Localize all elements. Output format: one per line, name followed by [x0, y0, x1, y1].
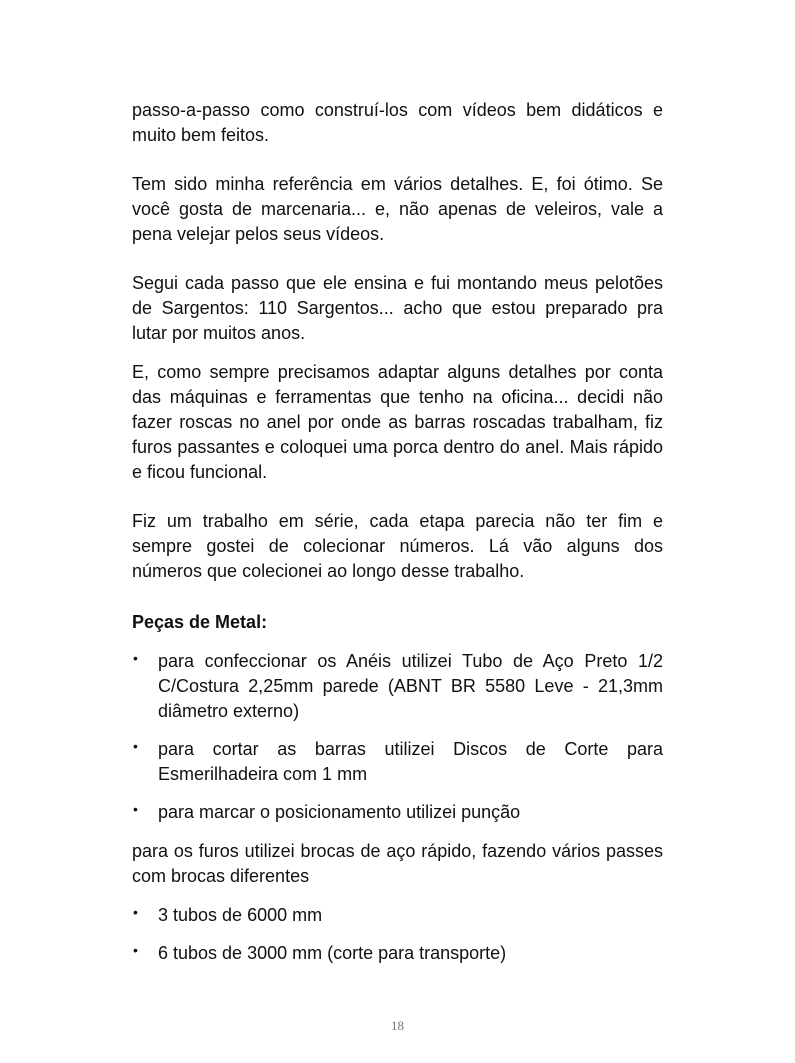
- paragraph-adaptations: E, como sempre precisamos adaptar alguns detalhes por conta das máquinas e ferramentas que tenho na oficina... decidi não fazer roscas no anel por onde as barras roscadas trabalham, fiz furos passantes e coloquei uma porca dentro do anel. Mais rápido e ficou funcional.: [132, 362, 663, 482]
- tubes-list: [132, 903, 663, 966]
- list-item-text: para cortar as barras utilizei Discos de Corte para Esmerilhadeira com 1 mm: [158, 739, 663, 784]
- list-item: [132, 737, 663, 787]
- list-item-text: 3 tubos de 6000 mm: [158, 905, 323, 925]
- paragraph-drill-bits: para os furos utilizei brocas de aço rápido, fazendo vários passes com brocas diferentes: [132, 841, 663, 886]
- bullet-icon: •: [133, 801, 138, 817]
- paragraph-sargentos: Segui cada passo que ele ensina e fui montando meus pelotões de Sargentos: 110 Sargentos... acho que estou preparado pra lutar por muitos anos.: [132, 273, 663, 343]
- section-heading-metal-parts: Peças de Metal:: [132, 612, 268, 632]
- list-item: [132, 800, 663, 825]
- paragraph-video-tutorials: passo-a-passo como construí-los com vídeos bem didáticos e muito bem feitos.: [132, 100, 663, 145]
- list-item-text: 6 tubos de 3000 mm (corte para transporte): [158, 943, 507, 963]
- bullet-icon: •: [133, 904, 138, 920]
- paragraph-series-work: Fiz um trabalho em série, cada etapa parecia não ter fim e sempre gostei de colecionar números. Lá vão alguns dos números que colecionei ao longo desse trabalho.: [132, 511, 663, 581]
- list-item: [132, 649, 663, 724]
- page-number: 18: [391, 1018, 404, 1033]
- bullet-icon: •: [133, 738, 138, 754]
- bullet-icon: •: [133, 650, 138, 666]
- list-item-text: para confeccionar os Anéis utilizei Tubo de Aço Preto 1/2 C/Costura 2,25mm parede (ABNT BR 5580 Leve - 21,3mm diâmetro externo): [158, 651, 663, 721]
- list-item: [132, 941, 663, 966]
- list-item: [132, 903, 663, 928]
- paragraph-reference: Tem sido minha referência em vários detalhes. E, foi ótimo. Se você gosta de marcenaria... e, não apenas de veleiros, vale a pena velejar pelos seus vídeos.: [132, 174, 663, 244]
- list-item-text: para marcar o posicionamento utilizei punção: [158, 802, 521, 822]
- document-page: [132, 98, 663, 966]
- metal-parts-list: [132, 649, 663, 825]
- bullet-icon: •: [133, 942, 138, 958]
